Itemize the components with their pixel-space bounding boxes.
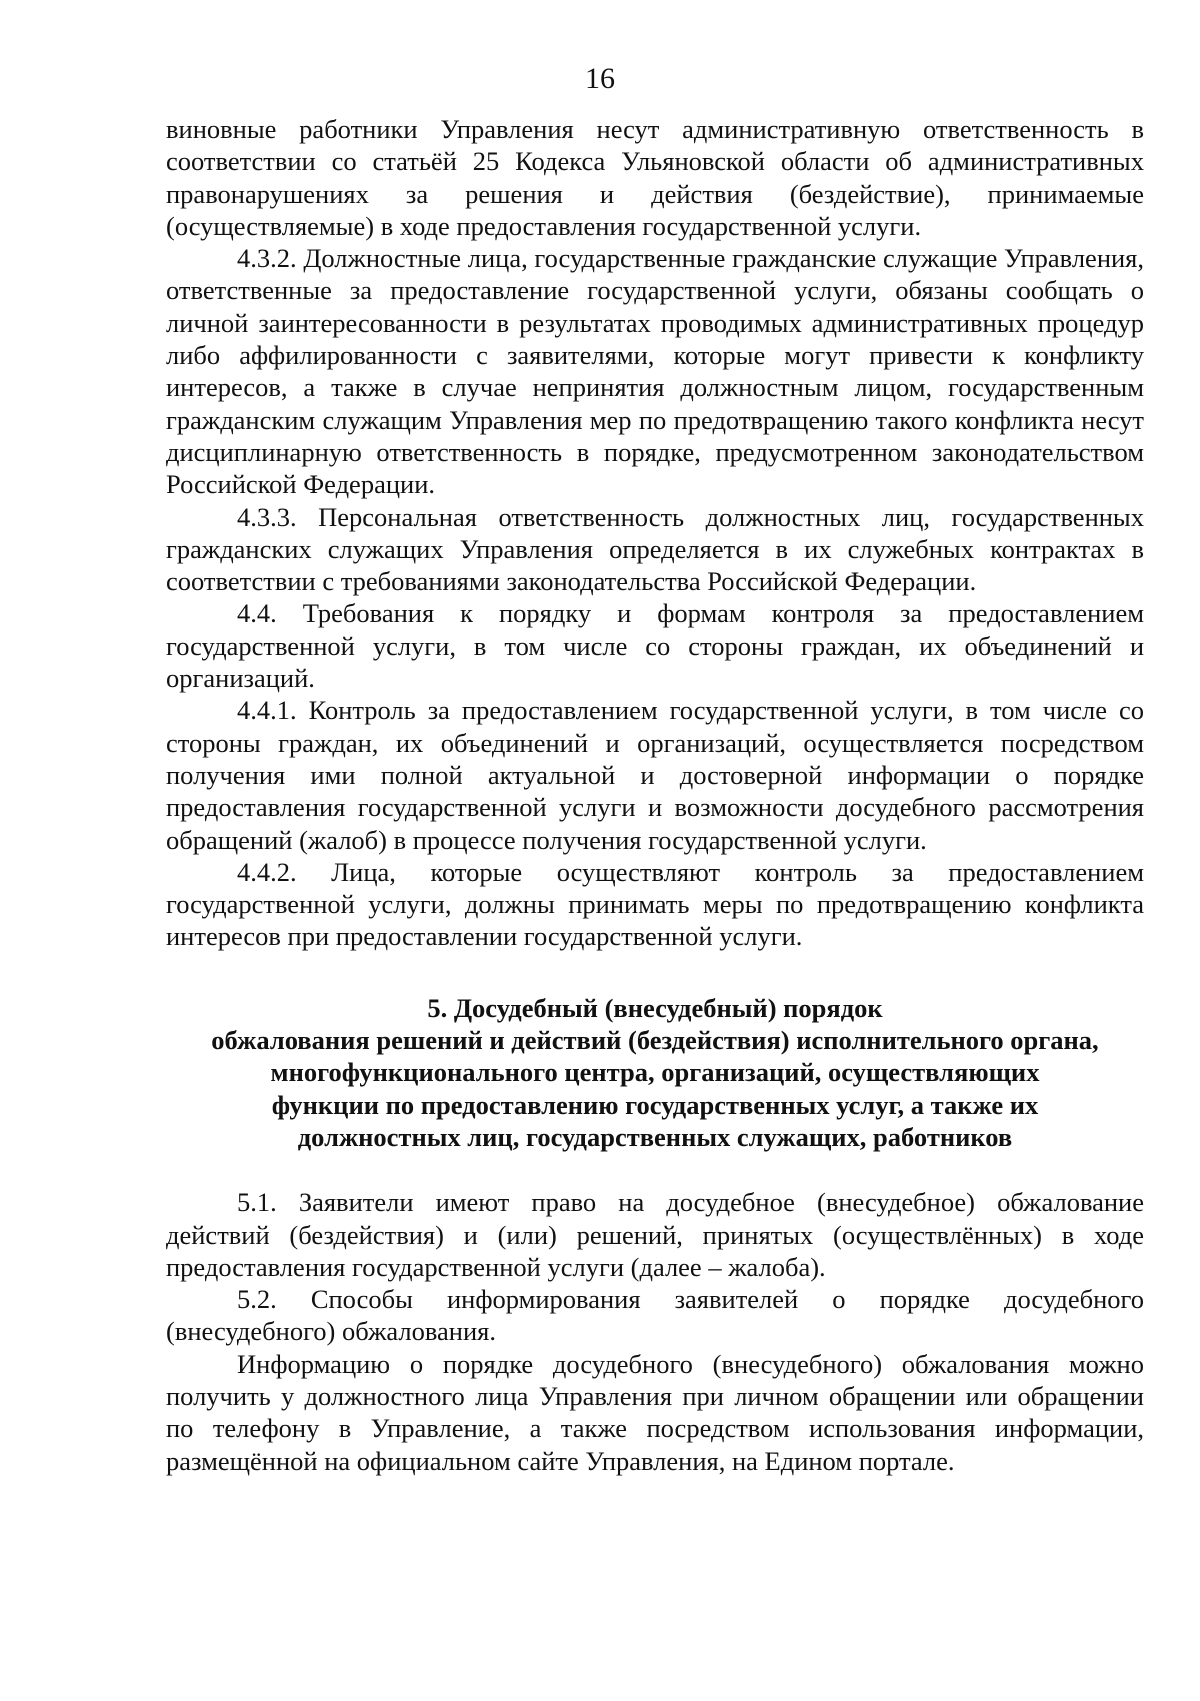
paragraph-continuation: виновные работники Управления несут административную ответственность в соответствии со статьёй 25 Кодекса Ульяновской области об административных правонарушениях за решения и действия (бездействие), принимаемые (осуществляемые) в ходе предоставления государственной услуги. [166,114,1144,241]
paragraph-4-3-3: 4.3.3. Персональная ответственность должностных лиц, государственных гражданских служащих Управления определяется в их служебных контрактах в соответствии с требованиями законодательства Российской Федерации. [166,501,1144,597]
section-heading-line: функции по предоставлению государственных услуг, а также их [271,1089,1039,1120]
document-body [166,113,1144,1477]
section-heading-line: должностных лиц, государственных служащих, работников [297,1121,1013,1152]
section-heading-line: многофункционального центра, организаций, осуществляющих [270,1057,1040,1088]
paragraph-5-1: 5.1. Заявители имеют право на досудебное (внесудебное) обжалование действий (бездействия) и (или) решений, принятых (осуществлённых) в ходе предоставления государственной услуги (далее – жалоба). [166,1187,1144,1282]
paragraph-4-3-2: 4.3.2. Должностные лица, государственные гражданские служащие Управления, ответственные за предоставление государственной услуги, обязаны сообщать о личной заинтересованности в результатах проводимых административных процедур либо аффилированности с заявителями, которые могут привести к конфликту интересов, а также в случае непринятия должностным лицом, государственным гражданским служащим Управления мер по предотвращению такого конфликта несут дисциплинарную ответственность в порядке, предусмотренном законодательством Российской Федерации. [166,243,1144,500]
paragraph-5-2: 5.2. Способы информирования заявителей о порядке досудебного (внесудебного) обжалования. [166,1284,1144,1347]
section-heading-line: 5. Досудебный (внесудебный) порядок [427,992,883,1023]
section-heading-line: обжалования решений и действий (бездействия) исполнительного органа, [211,1025,1099,1056]
paragraph-4-4-1: 4.4.1. Контроль за предоставлением государственной услуги, в том числе со стороны граждан, их объединений и организаций, осуществляется посредством получения ими полной актуальной и достоверной информации о порядке предоставления государственной услуги и возможности досудебного рассмотрения обращений (жалоб) в процессе получения государственной услуги. [166,695,1144,855]
paragraph-4-4-2: 4.4.2. Лица, которые осуществляют контроль за предоставлением государственной услуги, должны принимать меры по предотвращению конфликта интересов при предоставлении государственной услуги. [166,856,1144,952]
paragraph-4-4: 4.4. Требования к порядку и формам контроля за предоставлением государственной услуги, в том числе со стороны граждан, их объединений и организаций. [166,598,1144,694]
section-5-heading [166,992,1144,1153]
page-number: 16 [585,62,615,95]
paragraph-5-2-info: Информацию о порядке досудебного (внесудебного) обжалования можно получить у должностного лица Управления при личном обращении или обращении по телефону в Управление, а также посредством использования информации, размещённой на официальном сайте Управления, на Едином портале. [166,1348,1144,1476]
